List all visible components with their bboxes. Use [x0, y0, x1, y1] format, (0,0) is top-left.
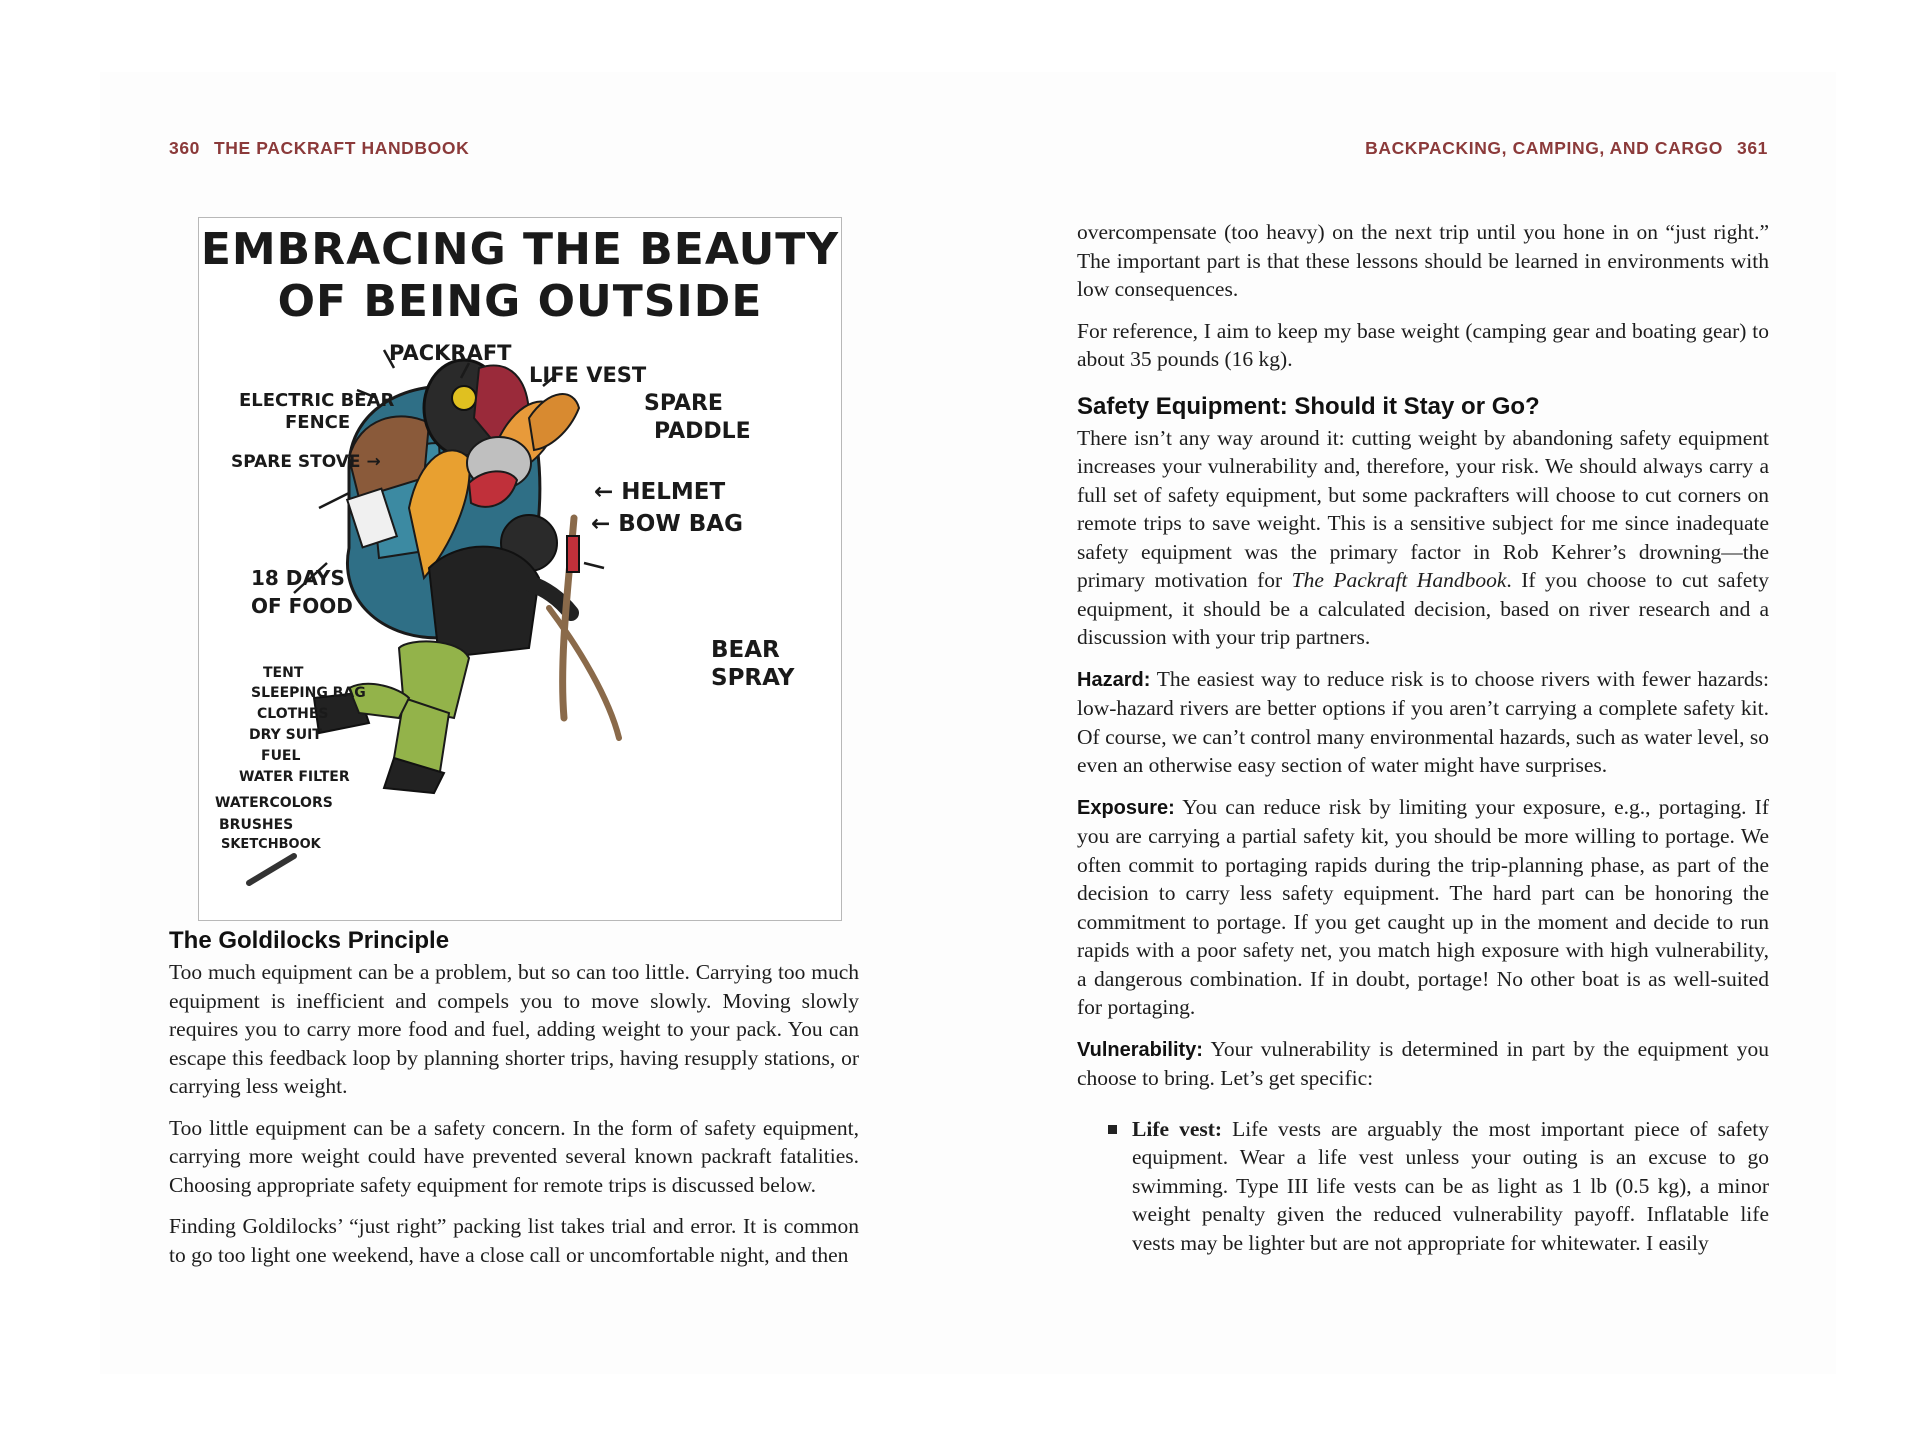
right-page-number: 361	[1737, 138, 1768, 158]
label-gear-sleeping-bag: SLEEPING BAG	[251, 685, 366, 701]
left-paragraph-3: Finding Goldilocks’ “just right” packing list takes trial and error. It is common to go too light one weekend, have a close call or uncomfortable night, and then	[169, 1214, 859, 1267]
label-gear-tent: TENT	[263, 665, 304, 681]
arrow-days-food	[319, 493, 349, 508]
goldilocks-heading: The Goldilocks Principle	[169, 927, 450, 954]
left-paragraph-1: Too much equipment can be a problem, but so can too little. Carrying too much equipment is inefficient and compels you to move slowly. Moving slowly requires you to carry more food and fuel, adding weight to your pack. You can escape this feedback loop by planning shorter trips, having resupply stations, or carrying less weight.	[169, 960, 859, 1098]
right-paragraph-1: overcompensate (too heavy) on the next trip until you hone in on “just right.” The important part is that these lessons should be learned in environments with low consequences.	[1077, 220, 1769, 301]
label-days-of-food-1: 18 DAYS	[251, 566, 345, 590]
label-art-watercolors: WATERCOLORS	[215, 795, 333, 811]
label-art-sketchbook: SKETCHBOOK	[221, 837, 321, 852]
illustration-title-line-1: EMBRACING THE BEAUTY	[200, 224, 840, 275]
label-electric-bear-fence-1: ELECTRIC BEAR	[239, 390, 395, 411]
exposure-paragraph	[1077, 793, 1769, 1022]
bear-spray-can	[567, 536, 579, 572]
label-gear-dry-suit: DRY SUIT	[249, 727, 322, 743]
label-spare-paddle-1: SPARE	[644, 391, 723, 416]
hazard-label: Hazard:	[1077, 668, 1151, 691]
bullet-square-icon	[1108, 1125, 1117, 1134]
vulnerability-text: Your vulnerability is determined in part by the equipment you choose to bring. Let’s get specific:	[1077, 1036, 1769, 1090]
left-page-number: 360	[169, 138, 200, 158]
hazard-text: The easiest way to reduce risk is to choose rivers with fewer hazards: low-hazard rivers are better options if you aren’t carrying a complete safety kit. Of course, we can’t control many environmental hazards, such as water level, so even an otherwise easy section of water might have surprises.	[1077, 666, 1769, 777]
safety-text-part-2: . If you choose to cut safety equipment, it should be a calculated decision, based on river research and a discussion with your trip partners.	[1077, 568, 1769, 649]
label-helmet: ← HELMET	[594, 479, 726, 505]
list-item-life-vest	[1132, 1115, 1769, 1258]
exposure-label: Exposure:	[1077, 796, 1175, 819]
label-art-brushes: BRUSHES	[219, 817, 294, 833]
safety-equipment-heading: Safety Equipment: Should it Stay or Go?	[1077, 392, 1540, 420]
safety-text-part-1: There isn’t any way around it: cutting weight by abandoning safety equipment increases your vulnerability and, therefore, your risk. We should always carry a full set of safety equipment, but some packrafters will choose to cut corners on remote trips to save weight. This is a sensitive subject for me since inadequate safety equipment was the primary factor in Rob Kehrer’s drowning—the primary motivation for	[1077, 425, 1769, 592]
right-chapter-title: BACKPACKING, CAMPING, AND CARGO	[1365, 138, 1723, 158]
label-days-of-food-2: OF FOOD	[251, 594, 353, 618]
life-vest-text: Life vests are arguably the most important piece of safety equipment. Wear a life vest unless your outing is an excuse to go swimming. Type III life vests can be as light as 1 lb (0.5 kg), a minor weight penalty given the reduced vulnerability payoff. Inflatable life vests may be lighter but are not appropriate for whitewater. I easily	[1132, 1116, 1769, 1255]
label-spare-stove: SPARE STOVE →	[231, 452, 381, 472]
exposure-text: You can reduce risk by limiting your exposure, e.g., portaging. If you are carrying a partial safety kit, you should be more willing to portage. We often commit to portaging rapids during the trip-planning phase, as part of the decision to carry less safety equipment. The hard part can be honoring the commitment to portage. If you get caught up in the moment and decide to run rapids with a poor safety net, you match high exposure with high vulnerability, a dangerous combination. If in doubt, portage! No other boat is as well-suited for portaging.	[1077, 794, 1769, 1019]
book-title-italic: The Packraft Handbook	[1291, 568, 1507, 592]
label-gear-clothes: CLOTHES	[257, 706, 329, 722]
hazard-paragraph	[1077, 665, 1769, 780]
backpacker-illustration	[198, 217, 842, 921]
label-gear-fuel: FUEL	[261, 748, 301, 764]
arrow-bear-spray	[584, 563, 604, 568]
right-page-body	[1077, 218, 1769, 1257]
illustration-title-line-2: OF BEING OUTSIDE	[277, 276, 763, 327]
vulnerability-label: Vulnerability:	[1077, 1038, 1203, 1061]
packraft-valve	[452, 386, 476, 410]
left-book-title: THE PACKRAFT HANDBOOK	[214, 138, 470, 158]
right-running-head	[1365, 138, 1768, 159]
left-page-body	[169, 926, 859, 1282]
label-bear-spray-1: BEAR	[711, 637, 780, 663]
vulnerability-paragraph	[1077, 1035, 1769, 1093]
label-packraft: PACKRAFT	[389, 341, 512, 365]
label-spare-paddle-2: PADDLE	[654, 419, 751, 444]
label-bear-spray-2: SPRAY	[711, 665, 795, 691]
equipment-list	[1077, 1115, 1769, 1258]
left-running-head	[169, 138, 469, 159]
sketch-pencil	[249, 856, 294, 883]
label-bow-bag: ← BOW BAG	[591, 511, 743, 537]
label-electric-bear-fence-2: FENCE	[285, 412, 351, 433]
hiker-torso	[429, 547, 539, 658]
life-vest-label: Life vest:	[1132, 1116, 1223, 1141]
right-paragraph-2: For reference, I aim to keep my base weight (camping gear and boating gear) to about 35 pounds (16 kg).	[1077, 318, 1769, 371]
label-gear-water-filter: WATER FILTER	[239, 769, 350, 785]
left-paragraph-2: Too little equipment can be a safety concern. In the form of safety equipment, carrying more weight could have prevented several known packraft fatalities. Choosing appropriate safety equipment for remote trips is discussed below.	[169, 1115, 859, 1197]
label-life-vest: LIFE VEST	[529, 363, 647, 387]
safety-paragraph	[1077, 424, 1769, 652]
